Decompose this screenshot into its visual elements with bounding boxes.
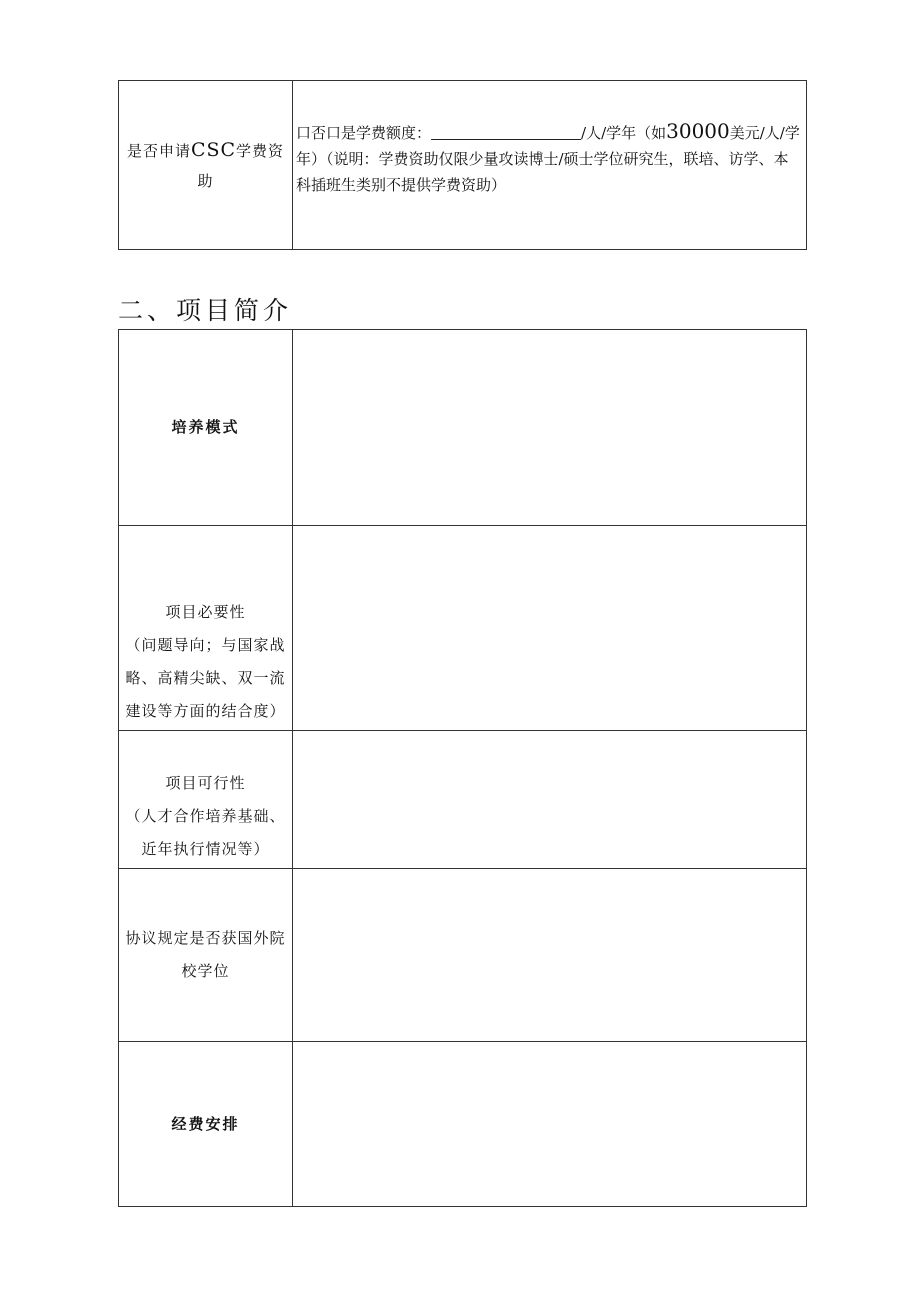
row-funding-value[interactable]: [293, 1042, 807, 1207]
row-necessity-value[interactable]: [293, 526, 807, 731]
row-funding-label: 经费安排: [119, 1042, 293, 1207]
feasibility-detail-1: （人才合作培养基础、: [125, 807, 286, 825]
tuition-example-number: 30000: [666, 119, 730, 143]
row-training-mode-value[interactable]: [293, 330, 807, 526]
row-degree-label: [119, 869, 293, 1042]
tuition-note: 美元/人/学年）（说明：学费资助仅限少量攻读博士/硕士学位研究生，联培、访学、本科插班生类别不提供学费资助）: [296, 124, 800, 194]
row-feasibility-value[interactable]: [293, 731, 807, 869]
project-intro-table: [118, 329, 807, 1207]
row-necessity-label: [119, 526, 293, 731]
section-heading: 二、项目简介: [118, 296, 293, 325]
row-training-mode-label: 培养模式: [119, 330, 293, 526]
feasibility-title: 项目可行性: [165, 774, 246, 792]
degree-line-2: 校学位: [181, 962, 230, 980]
tuition-label: 是否申请CSC学费资 助: [126, 138, 285, 190]
tuition-table: [118, 80, 807, 250]
tuition-value-cell: [293, 81, 807, 250]
tuition-options[interactable]: 口否口是学费额度：: [296, 124, 432, 142]
feasibility-detail-2: 近年执行情况等）: [141, 840, 270, 858]
necessity-title: 项目必要性: [165, 603, 246, 621]
row-degree-value[interactable]: [293, 869, 807, 1042]
tuition-amount-blank[interactable]: [431, 121, 581, 140]
tuition-per-unit: /人/学年（如: [581, 124, 667, 142]
degree-line-1: 协议规定是否获国外院: [125, 929, 286, 947]
tuition-label-cell: [119, 81, 293, 250]
necessity-detail-2: 略、高精尖缺、双一流: [125, 669, 286, 687]
necessity-detail-1: （问题导向；与国家战: [125, 636, 286, 654]
necessity-detail-3: 建设等方面的结合度）: [125, 702, 286, 720]
row-feasibility-label: [119, 731, 293, 869]
